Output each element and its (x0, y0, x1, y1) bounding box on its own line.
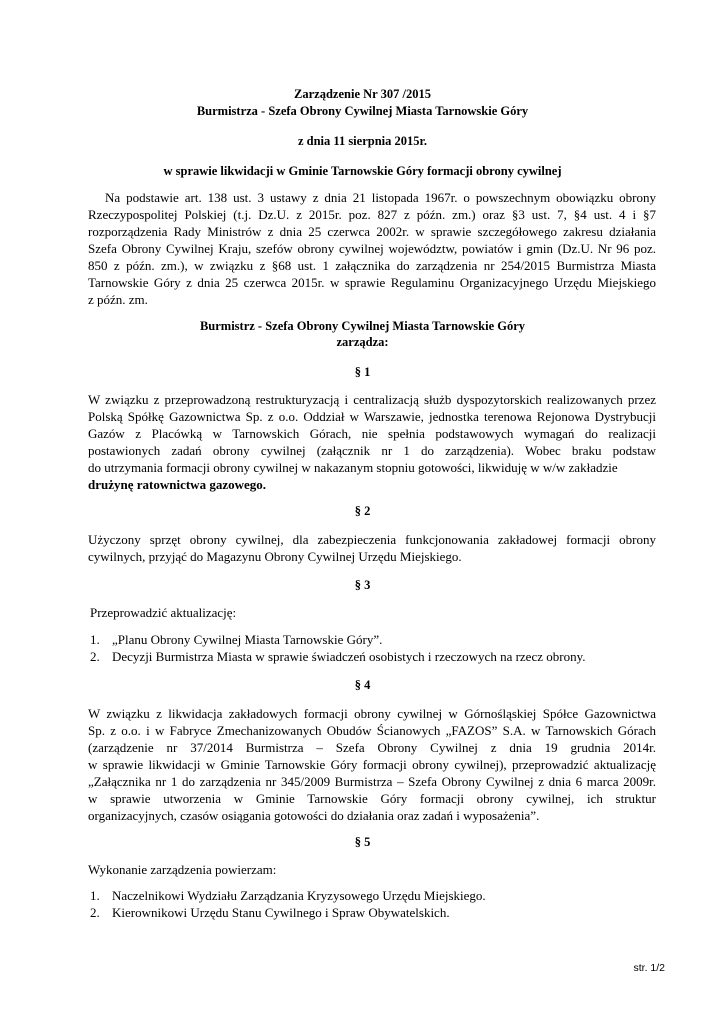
list-item (90, 904, 450, 921)
list-item-text: Naczelnikowi Wydziału Zarządzania Kryzysowego Urzędu Miejskiego. (112, 888, 486, 903)
list-item-number: 1. (90, 632, 100, 647)
preamble-line: Rzeczypospolitej Polskiej (t.j. Dz.U. z 2015r. poz. 827 z późn. zm.) oraz §3 ust. 7, §4 ust. 4 i §7 (88, 207, 656, 222)
decree-verb: zarządza: (336, 335, 389, 349)
preamble-line: z późn. zm. (88, 292, 148, 307)
paragraph-line: organizacyjnych, czasów osiągania gotowości do działania oraz zadań i wyposażenia”. (88, 808, 540, 823)
section-4-heading: § 4 (354, 678, 371, 692)
paragraph-line: postawionych zadań obrony cywilnej (załącznik nr 1 do zarządzenia). Wobec braku podstaw (88, 443, 656, 458)
paragraph-line: cywilnych, przyjąć do Magazynu Obrony Cywilnej Urzędu Miejskiego. (88, 549, 462, 564)
paragraph-line-bold: drużynę ratownictwa gazowego. (88, 477, 266, 492)
paragraph-line: „Załącznika nr 1 do zarządzenia nr 345/2009 Burmistrza – Szefa Obrony Cywilnej z dnia 6 marca 2009r. (88, 774, 656, 789)
list-item-text: „Planu Obrony Cywilnej Miasta Tarnowskie Góry”. (112, 632, 383, 647)
document-title: Zarządzenie Nr 307 /2015 (294, 87, 431, 101)
paragraph-line: Polską Spółkę Gazownictwa Sp. z o.o. Oddział w Warszawie, jednostka terenowa Rejonowa Dystrybucji (88, 409, 656, 424)
section-5-intro: Wykonanie zarządzenia powierzam: (88, 862, 277, 877)
preamble-line: rozporządzenia Rady Ministrów z dnia 25 czerwca 2002r. w sprawie szczegółowego zakresu działania (88, 224, 656, 239)
paragraph-line: do utrzymania formacji obrony cywilnej w nakazanym stopniu gotowości, likwiduję w w/w zakładzie (88, 460, 618, 475)
list-item (90, 631, 382, 648)
section-5-heading: § 5 (354, 835, 371, 849)
document-subject: w sprawie likwidacji w Gminie Tarnowskie Góry formacji obrony cywilnej (163, 164, 562, 178)
list-item (90, 648, 585, 665)
paragraph-line: w sprawie utworzenia w Gminie Tarnowskie Góry formacji obrony cywilnej, ich struktur (88, 791, 656, 806)
list-item-text: Decyzji Burmistrza Miasta w sprawie świadczeń osobistych i rzeczowych na rzecz obrony. (112, 649, 586, 664)
section-3-heading: § 3 (354, 578, 371, 592)
section-1-heading: § 1 (354, 365, 371, 379)
section-2-heading: § 2 (354, 504, 371, 518)
page-number: str. 1/2 (633, 962, 665, 974)
list-item-number: 2. (90, 649, 100, 664)
paragraph-line: w sprawie likwidacji w Gminie Tarnowskie Góry formacji obrony cywilnej), przeprowadzić aktualizację (88, 757, 656, 772)
paragraph-line: Gazów z Placówką w Tarnowskich Górach, nie spełnia podstawowych wymagań do realizacji (88, 426, 656, 441)
preamble-line: Tarnowskie Góry z dnia 25 czerwca 2015r. w sprawie Regulaminu Organizacyjnego Urzędu Miejskiego (88, 275, 656, 290)
list-item-number: 1. (90, 888, 100, 903)
paragraph-line: Użyczony sprzęt obrony cywilnej, dla zabezpieczenia funkcjonowania zakładowej formacji obrony (88, 532, 656, 547)
list-item (90, 887, 486, 904)
paragraph-line: (zarządzenie nr 37/2014 Burmistrza – Szefa Obrony Cywilnej z dnia 19 grudnia 2014r. (88, 740, 656, 755)
paragraph-line: W związku z przeprowadzoną restrukturyzacją i centralizacją służb dyspozytorskich realizowanych przez (88, 392, 656, 407)
decree-issuer: Burmistrz - Szefa Obrony Cywilnej Miasta Tarnowskie Góry (199, 319, 526, 333)
preamble-line: 850 z późn. zm.), w związku z §68 ust. 1 załącznika do zarządzenia nr 254/2015 Burmistrza Miasta (88, 258, 656, 273)
document-issuer: Burmistrza - Szefa Obrony Cywilnej Miasta Tarnowskie Góry (196, 104, 529, 118)
paragraph-line: W związku z likwidacja zakładowych formacji obrony cywilnej w Górnośląskiej Spółce Gazownictwa (88, 706, 656, 721)
document-date: z dnia 11 sierpnia 2015r. (297, 134, 428, 148)
paragraph-line: Sp. z o.o. i w Fabryce Zmechanizowanych Obudów Ścianowych „FAZOS” S.A. w Tarnowskich Górach (88, 723, 656, 738)
list-item-text: Kierownikowi Urzędu Stanu Cywilnego i Spraw Obywatelskich. (112, 905, 450, 920)
section-3-intro: Przeprowadzić aktualizację: (90, 605, 237, 620)
list-item-number: 2. (90, 905, 100, 920)
preamble-line: Na podstawie art. 138 ust. 3 ustawy z dnia 21 listopada 1967r. o powszechnym obowiązku obrony (105, 190, 656, 205)
preamble-line: Szefa Obrony Cywilnej Kraju, szefów obrony cywilnej województw, powiatów i gmin (Dz.U. Nr 96 poz. (88, 241, 656, 256)
